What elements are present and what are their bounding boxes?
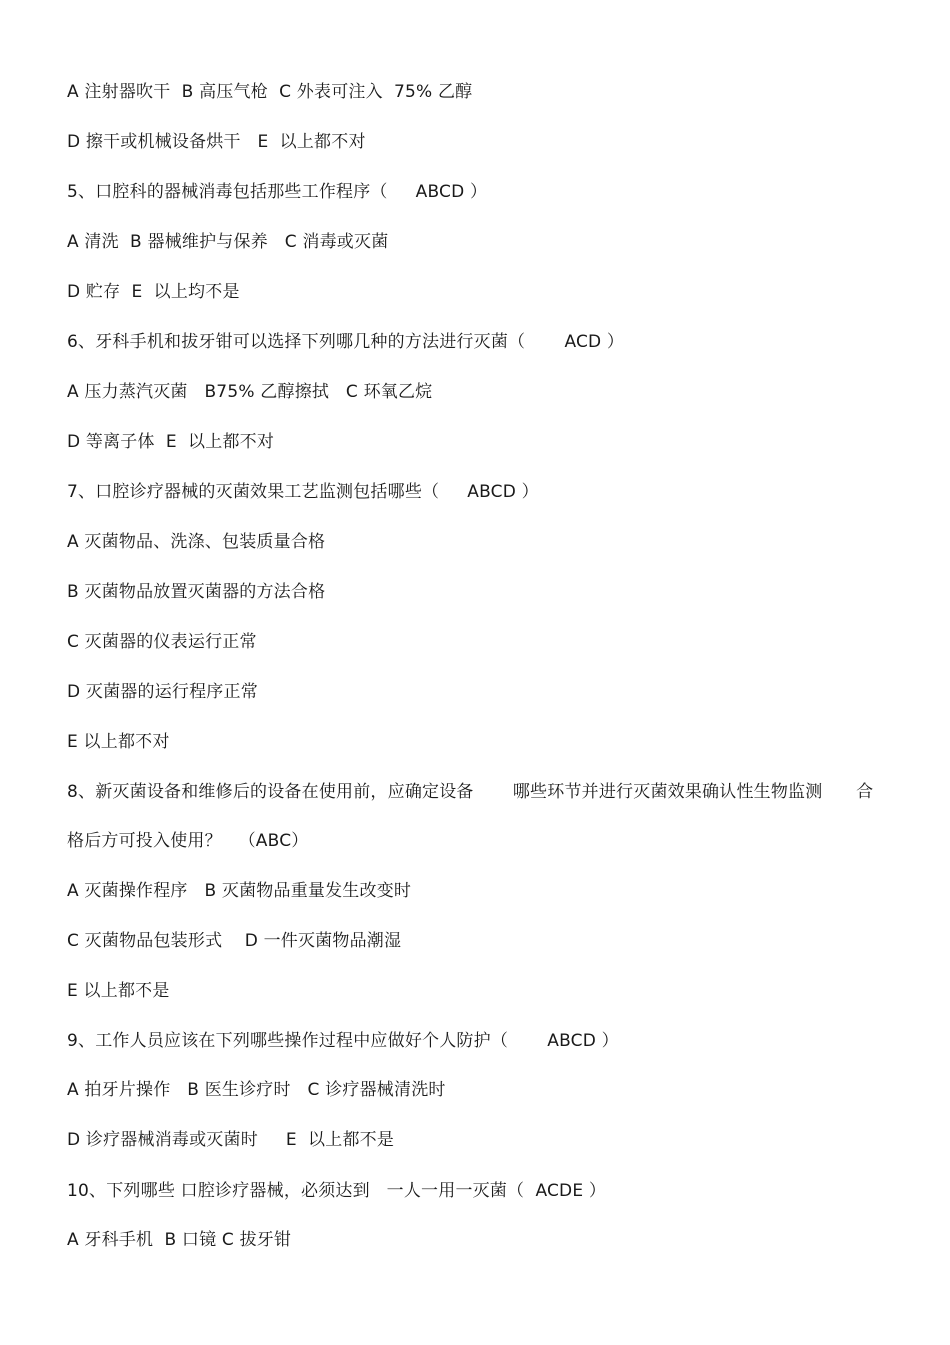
question-8: 8、新灭菌设备和维修后的设备在使用前，应确定设备 哪些环节并进行灭菌效果确认性生物监测 合 bbox=[67, 782, 874, 802]
option-q7-e: E 以上都不对 bbox=[67, 732, 170, 752]
option-line-q8-cd: C 灭菌物品包装形式 D 一件灭菌物品潮湿 bbox=[67, 931, 402, 951]
option-line-q4-abc: A 注射器吹干 B 高压气枪 C 外表可注入 75% 乙醇 bbox=[67, 82, 473, 102]
question-5: 5、口腔科的器械消毒包括那些工作程序（ ABCD ） bbox=[67, 182, 488, 202]
option-line-q10-abc: A 牙科手机 B 口镜 C 拔牙钳 bbox=[67, 1230, 292, 1250]
option-line-q6-de: D 等离子体 E 以上都不对 bbox=[67, 432, 275, 452]
option-q7-b: B 灭菌物品放置灭菌器的方法合格 bbox=[67, 582, 326, 602]
question-7: 7、口腔诊疗器械的灭菌效果工艺监测包括哪些（ ABCD ） bbox=[67, 482, 539, 502]
question-10: 10、下列哪些 口腔诊疗器械，必须达到 一人一用一灭菌（ ACDE ） bbox=[67, 1181, 607, 1201]
option-line-q6-abc: A 压力蒸汽灭菌 B75% 乙醇擦拭 C 环氧乙烷 bbox=[67, 382, 433, 402]
option-line-q5-de: D 贮存 E 以上均不是 bbox=[67, 282, 240, 302]
question-6: 6、牙科手机和拔牙钳可以选择下列哪几种的方法进行灭菌（ ACD ） bbox=[67, 332, 625, 352]
option-line-q9-abc: A 拍牙片操作 B 医生诊疗时 C 诊疗器械清洗时 bbox=[67, 1080, 446, 1100]
question-9: 9、工作人员应该在下列哪些操作过程中应做好个人防护（ ABCD ） bbox=[67, 1031, 619, 1051]
question-8-continued: 格后方可投入使用？ （ABC） bbox=[67, 831, 309, 851]
option-q7-d: D 灭菌器的运行程序正常 bbox=[67, 682, 258, 702]
option-q7-c: C 灭菌器的仪表运行正常 bbox=[67, 632, 257, 652]
option-line-q9-de: D 诊疗器械消毒或灭菌时 E 以上都不是 bbox=[67, 1130, 395, 1150]
option-q7-a: A 灭菌物品、洗涤、包装质量合格 bbox=[67, 532, 326, 552]
option-line-q5-abc: A 清洗 B 器械维护与保养 C 消毒或灭菌 bbox=[67, 232, 389, 252]
option-q8-e: E 以上都不是 bbox=[67, 981, 170, 1001]
option-line-q8-ab: A 灭菌操作程序 B 灭菌物品重量发生改变时 bbox=[67, 881, 412, 901]
option-line-q4-de: D 擦干或机械设备烘干 E 以上都不对 bbox=[67, 132, 366, 152]
